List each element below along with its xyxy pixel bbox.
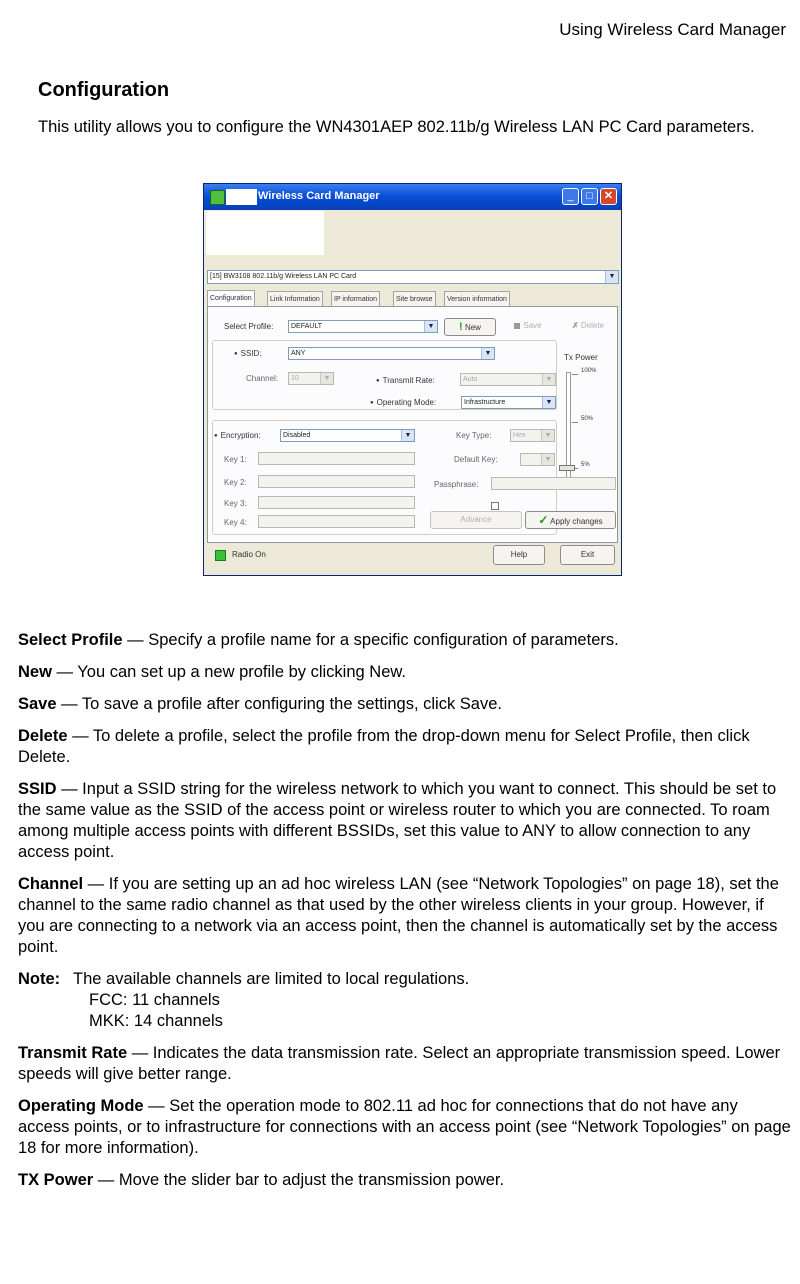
maximize-icon[interactable]: □ [581,188,598,205]
note-line: MKK: 14 channels [89,1012,223,1030]
card-select-dropdown[interactable] [207,270,619,284]
key-3-input[interactable] [258,496,415,509]
new-button-label: New [464,323,481,332]
key-1-input[interactable] [258,452,415,465]
chevron-down-icon[interactable]: ▼ [401,430,414,441]
chevron-down-icon[interactable]: ▼ [541,454,554,465]
advance-button[interactable]: Advance [430,511,522,529]
operating-mode-label: ● Operating Mode: [370,398,437,407]
intro-paragraph: This utility allows you to configure the WN4301AEP 802.11b/g Wireless LAN PC Card parameters. [38,118,755,136]
note-label: Note: [18,970,61,988]
card-select-value: [15] BW3108 802.11b/g Wireless LAN PC Card [210,273,357,280]
key-type-value: Hex [513,432,526,439]
encryption-value: Disabled [283,432,311,439]
transmit-rate-label: ● Transmit Rate: [376,376,435,385]
radio-status-text: Radio On [232,550,266,559]
desc-operating-mode: Operating Mode — Set the operation mode to 802.11 ad hoc for connections that do not have any access points, or to infrastructure for connections with an access point (see “Network Topologies” on page 18 for more information). [18,1097,791,1157]
new-button[interactable] [444,318,496,336]
passphrase-input[interactable] [491,477,616,490]
ssid-label: ● SSID: [234,349,262,358]
tab-configuration[interactable]: Configuration [207,290,255,307]
key-type-label: Key Type: [456,431,492,440]
channel-value: 10 [291,375,299,382]
app-icon [210,190,225,205]
operating-mode-value: Infrastructure [464,399,506,406]
operating-mode-dropdown[interactable] [461,396,556,409]
transmit-rate-value: Auto [463,376,478,383]
key-2-input[interactable] [258,475,415,488]
key-3-label: Key 3: [224,499,247,508]
tx-power-mark-max: 100% [581,368,597,374]
note-line: The available channels are limited to local regulations. [73,970,470,988]
close-icon[interactable]: ✕ [600,188,617,205]
tab-site-browse[interactable]: Site browse [393,291,436,306]
save-icon [514,323,520,329]
chevron-down-icon[interactable]: ▼ [320,373,333,384]
section-title: Configuration [38,79,170,101]
chevron-down-icon[interactable]: ▼ [542,374,555,385]
passphrase-label: Passphrase: [434,480,479,489]
radio-status-led-icon [215,550,226,561]
exit-button[interactable]: Exit [560,545,615,565]
key-4-label: Key 4: [224,518,247,527]
select-profile-dropdown[interactable] [288,320,438,333]
desc-delete: Delete — To delete a profile, select the profile from the drop-down menu for Select Profile, then click Delete. [18,727,750,766]
key-4-input[interactable] [258,515,415,528]
wireless-card-manager-window [203,183,622,576]
ssid-value: ANY [291,350,306,357]
passphrase-checkbox[interactable] [491,502,499,510]
ssid-dropdown[interactable] [288,347,495,360]
tab-ip-information[interactable]: IP information [331,291,380,306]
desc-new: New — You can set up a new profile by clicking New. [18,663,406,681]
apply-changes-button[interactable] [525,511,616,529]
tx-power-slider-track[interactable] [566,372,571,479]
select-profile-value: DEFAULT [291,323,322,330]
title-logo-blank [226,189,257,205]
desc-select-profile: Select Profile — Specify a profile name for a specific configuration of parameters. [18,631,619,649]
desc-transmit-rate: Transmit Rate — Indicates the data transmission rate. Select an appropriate transmission speed. Lower speeds will give better range. [18,1044,781,1083]
minimize-icon[interactable]: _ [562,188,579,205]
tx-power-slider-thumb[interactable] [559,465,575,471]
chevron-down-icon[interactable]: ▼ [541,430,554,441]
save-button[interactable] [502,318,554,336]
channel-dropdown[interactable] [288,372,334,385]
key-1-label: Key 1: [224,455,247,464]
chevron-down-icon[interactable]: ▼ [542,397,555,408]
channel-label: Channel: [246,374,279,383]
tx-power-mark-min: 5% [581,462,590,468]
note-block [18,969,793,1032]
desc-channel: Channel — If you are setting up an ad hoc wireless LAN (see “Network Topologies” on page 18), set the channel to the same radio channel as that used by the other wireless clients in your group. However, if you are connecting to a network via an access point, then the channel is automatically set by the access point. [18,875,779,956]
desc-save: Save — To save a profile after configuring the settings, click Save. [18,695,502,713]
help-button[interactable]: Help [493,545,545,565]
new-profile-icon: ! [459,321,463,333]
delete-button[interactable] [560,318,616,336]
chevron-down-icon[interactable]: ▼ [481,348,494,359]
note-line: FCC: 11 channels [89,991,220,1009]
apply-changes-label: Apply changes [550,517,603,526]
vendor-logo-area [206,211,324,255]
window-title: Wireless Card Manager [258,190,380,202]
desc-ssid: SSID — Input a SSID string for the wireless network to which you want to connect. This should be set to the same value as the SSID of the access point or wireless router to which you are connected. To roam among multiple access points with different BSSIDs, set this value to ANY to allow connection to any access point. [18,780,777,861]
key-2-label: Key 2: [224,478,247,487]
delete-icon: ✗ [571,321,579,330]
tx-power-mark-mid: 50% [581,416,594,422]
encryption-label: ● Encryption: [214,431,261,440]
default-key-label: Default Key: [454,455,498,464]
tab-link-information[interactable]: Link Information [267,291,323,306]
default-key-dropdown[interactable] [520,453,555,466]
encryption-dropdown[interactable] [280,429,415,442]
field-descriptions [18,630,793,1202]
key-type-dropdown[interactable] [510,429,555,442]
chevron-down-icon[interactable]: ▼ [424,321,437,332]
delete-button-label: Delete [580,321,605,330]
desc-tx-power: TX Power — Move the slider bar to adjust the transmission power. [18,1171,505,1189]
checkmark-icon: ✓ [538,513,549,527]
tx-power-label: Tx Power [564,353,598,362]
running-header: Using Wireless Card Manager [559,20,786,39]
tab-version-information[interactable]: Version information [444,291,510,306]
title-bar[interactable] [204,184,621,210]
select-profile-label: Select Profile: [224,322,274,331]
chevron-down-icon[interactable]: ▼ [605,271,618,283]
transmit-rate-dropdown[interactable] [460,373,556,386]
save-button-label: Save [523,321,542,330]
